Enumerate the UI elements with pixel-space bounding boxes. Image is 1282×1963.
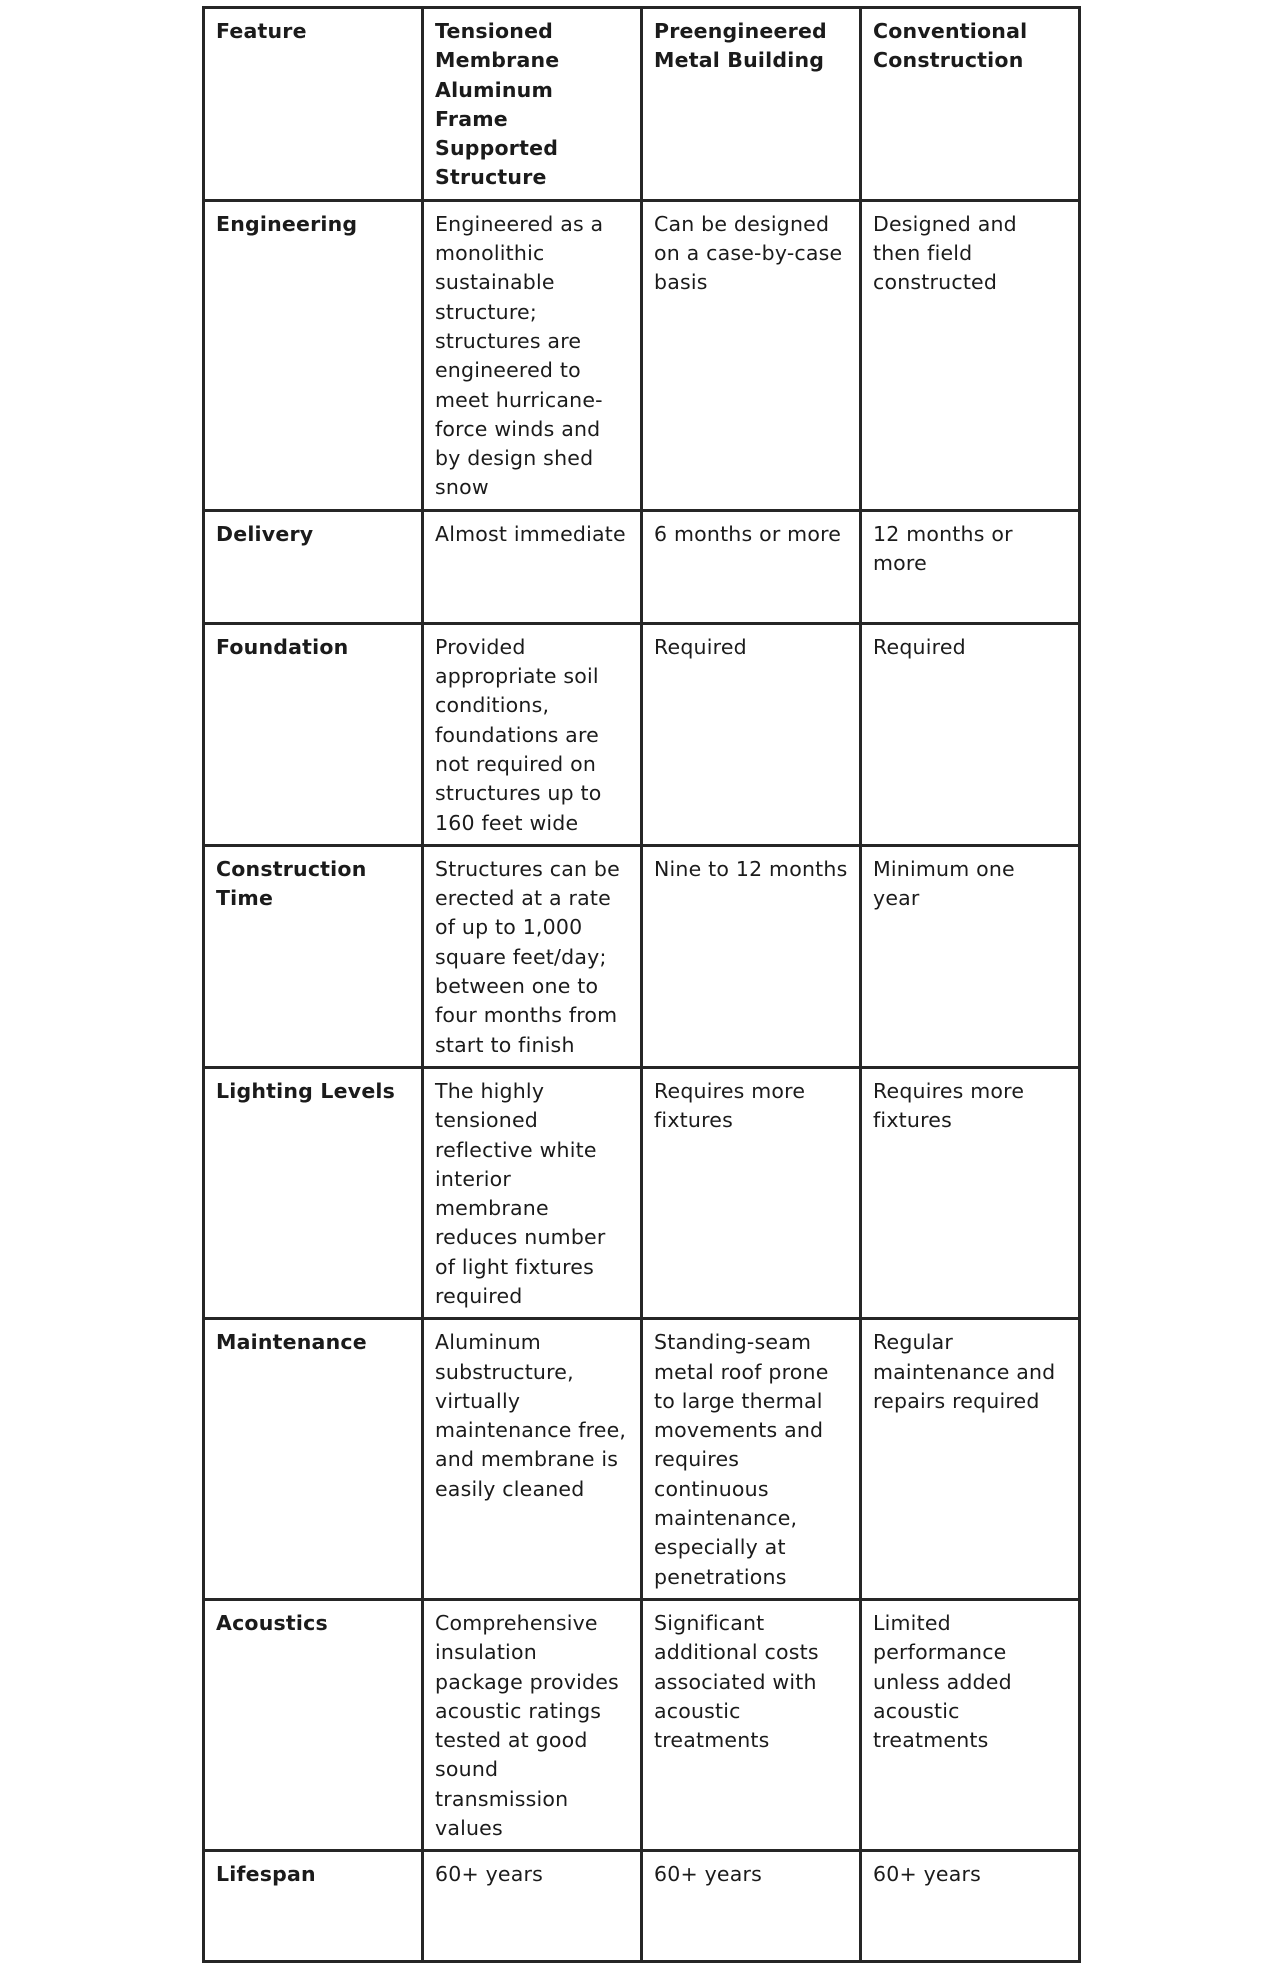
cell-acoustics-tensioned: Comprehensive insulation package provides acoustic ratings tested at good sound transmission values <box>423 1599 642 1850</box>
cell-lighting-levels-preengineered: Requires more fixtures <box>642 1067 861 1318</box>
row-label-delivery: Delivery <box>204 510 423 623</box>
comparison-table <box>202 6 1081 1963</box>
row-label-maintenance: Maintenance <box>204 1319 423 1600</box>
cell-engineering-conventional: Designed and then field constructed <box>861 200 1080 510</box>
table-row-engineering <box>204 200 1080 510</box>
table-row-lifespan <box>204 1851 1080 1962</box>
cell-acoustics-conventional: Limited performance unless added acoustic treatments <box>861 1599 1080 1850</box>
header-cell-feature: Feature <box>204 8 423 201</box>
row-label-lighting-levels: Lighting Levels <box>204 1067 423 1318</box>
table-row-maintenance <box>204 1319 1080 1600</box>
header-cell-tensioned-membrane: Tensioned Membrane Aluminum Frame Supported Structure <box>423 8 642 201</box>
cell-acoustics-preengineered: Significant additional costs associated with acoustic treatments <box>642 1599 861 1850</box>
cell-delivery-preengineered: 6 months or more <box>642 510 861 623</box>
comparison-table-container <box>202 6 1078 1963</box>
row-label-lifespan: Lifespan <box>204 1851 423 1962</box>
cell-construction-time-preengineered: Nine to 12 months <box>642 845 861 1067</box>
cell-lighting-levels-tensioned: The highly tensioned reflective white interior membrane reduces number of light fixtures required <box>423 1067 642 1318</box>
row-label-engineering: Engineering <box>204 200 423 510</box>
table-row-acoustics <box>204 1599 1080 1850</box>
cell-foundation-preengineered: Required <box>642 623 861 845</box>
table-row-lighting-levels <box>204 1067 1080 1318</box>
cell-maintenance-preengineered: Standing-seam metal roof prone to large thermal movements and requires continuous maintenance, especially at penetrations <box>642 1319 861 1600</box>
table-row-delivery <box>204 510 1080 623</box>
cell-foundation-conventional: Required <box>861 623 1080 845</box>
cell-lifespan-conventional: 60+ years <box>861 1851 1080 1962</box>
cell-maintenance-conventional: Regular maintenance and repairs required <box>861 1319 1080 1600</box>
cell-engineering-preengineered: Can be designed on a case-by-case basis <box>642 200 861 510</box>
cell-lighting-levels-conventional: Requires more fixtures <box>861 1067 1080 1318</box>
cell-lifespan-tensioned: 60+ years <box>423 1851 642 1962</box>
cell-construction-time-tensioned: Structures can be erected at a rate of up to 1,000 square feet/day; between one to four months from start to finish <box>423 845 642 1067</box>
cell-delivery-tensioned: Almost immediate <box>423 510 642 623</box>
cell-maintenance-tensioned: Aluminum substructure, virtually maintenance free, and membrane is easily cleaned <box>423 1319 642 1600</box>
cell-construction-time-conventional: Minimum one year <box>861 845 1080 1067</box>
cell-lifespan-preengineered: 60+ years <box>642 1851 861 1962</box>
cell-delivery-conventional: 12 months or more <box>861 510 1080 623</box>
table-row-construction-time <box>204 845 1080 1067</box>
row-label-construction-time: Construction Time <box>204 845 423 1067</box>
row-label-foundation: Foundation <box>204 623 423 845</box>
table-row-foundation <box>204 623 1080 845</box>
cell-engineering-tensioned: Engineered as a monolithic sustainable structure; structures are engineered to meet hurricane-force winds and by design shed snow <box>423 200 642 510</box>
row-label-acoustics: Acoustics <box>204 1599 423 1850</box>
header-cell-conventional: Conventional Construction <box>861 8 1080 201</box>
cell-foundation-tensioned: Provided appropriate soil conditions, foundations are not required on structures up to 160 feet wide <box>423 623 642 845</box>
header-cell-preengineered-metal: Preengineered Metal Building <box>642 8 861 201</box>
header-row <box>204 8 1080 201</box>
